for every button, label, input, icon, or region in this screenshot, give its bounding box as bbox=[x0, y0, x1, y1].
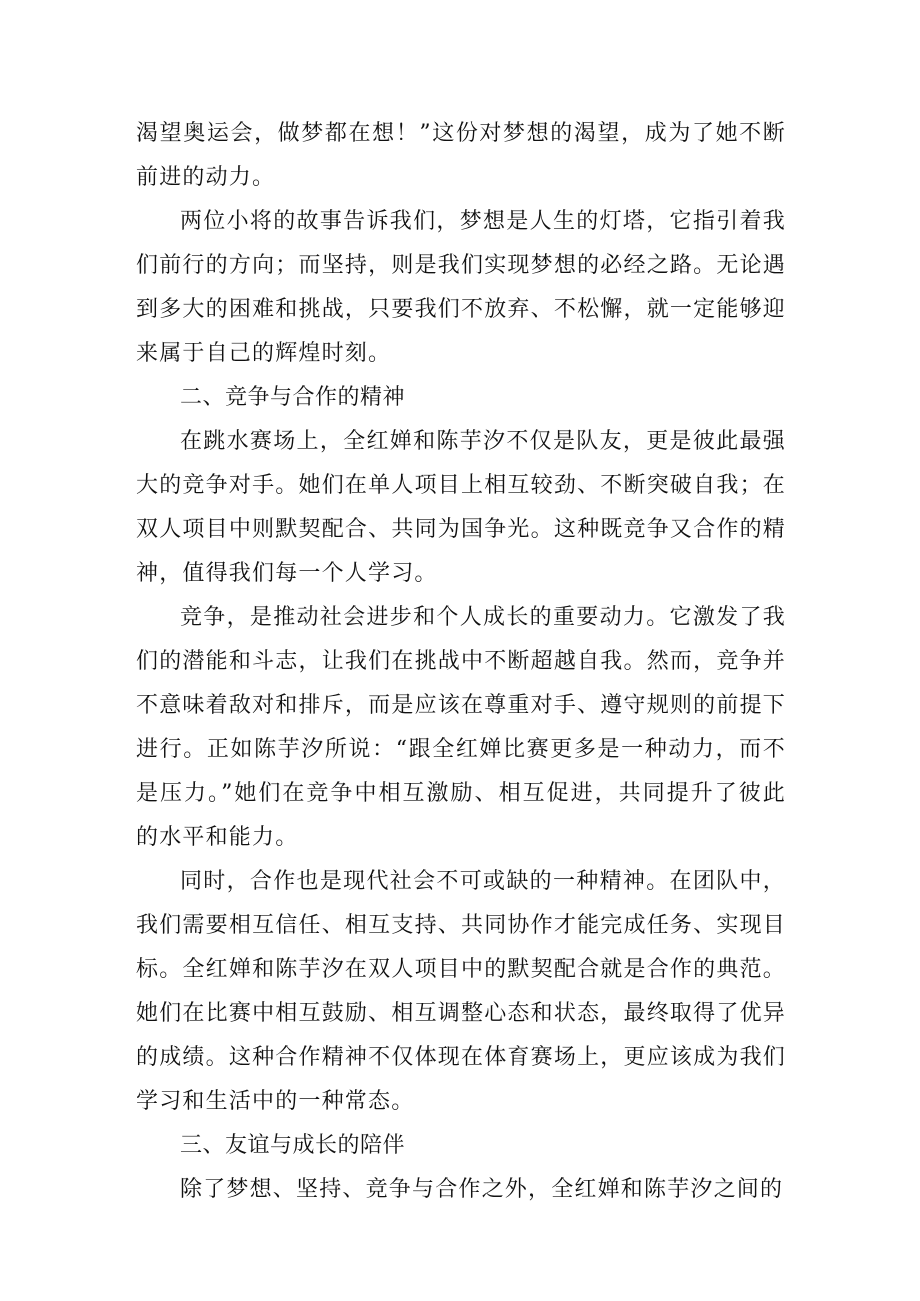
document-body bbox=[136, 112, 786, 1212]
paragraph-continuation: 渴望奥运会，做梦都在想！”这份对梦想的渴望，成为了她不断前进的动力。 bbox=[136, 121, 786, 190]
paragraph-diving-rivals: 在跳水赛场上，全红婵和陈芋汐不仅是队友，更是彼此最强大的竞争对手。她们在单人项目上相互较劲、不断突破自我；在双人项目中则默契配合、共同为国争光。这种既竞争又合作的精神，值得我们每一个人学习。 bbox=[136, 429, 786, 586]
section-heading-friendship-growth: 三、友谊与成长的陪伴 bbox=[180, 1133, 406, 1158]
paragraph-competition: 竞争，是推动社会进步和个人成长的重要动力。它激发了我们的潜能和斗志，让我们在挑战中不断超越自我。然而，竞争并不意味着敌对和排斥，而是应该在尊重对手、遵守规则的前提下进行。正如陈芋汐所说：“跟全红婵比赛更多是一种动力，而不是压力。”她们在竞争中相互激励、相互促进，共同提升了彼此的水平和能力。 bbox=[136, 605, 786, 850]
paragraph-cooperation: 同时，合作也是现代社会不可或缺的一种精神。在团队中，我们需要相互信任、相互支持、共同协作才能完成任务、实现目标。全红婵和陈芋汐在双人项目中的默契配合就是合作的典范。她们在比赛中相互鼓励、相互调整心态和状态，最终取得了优异的成绩。这种合作精神不仅体现在体育赛场上，更应该成为我们学习和生活中的一种常态。 bbox=[136, 869, 786, 1114]
section-heading-competition-cooperation: 二、竞争与合作的精神 bbox=[180, 385, 406, 410]
paragraph-friendship-start: 除了梦想、坚持、竞争与合作之外，全红婵和陈芋汐之间的 bbox=[180, 1177, 784, 1202]
paragraph-dream-lighthouse: 两位小将的故事告诉我们，梦想是人生的灯塔，它指引着我们前行的方向；而坚持，则是我们实现梦想的必经之路。无论遇到多大的困难和挑战，只要我们不放弃、不松懈，就一定能够迎来属于自己的辉煌时刻。 bbox=[136, 209, 786, 366]
